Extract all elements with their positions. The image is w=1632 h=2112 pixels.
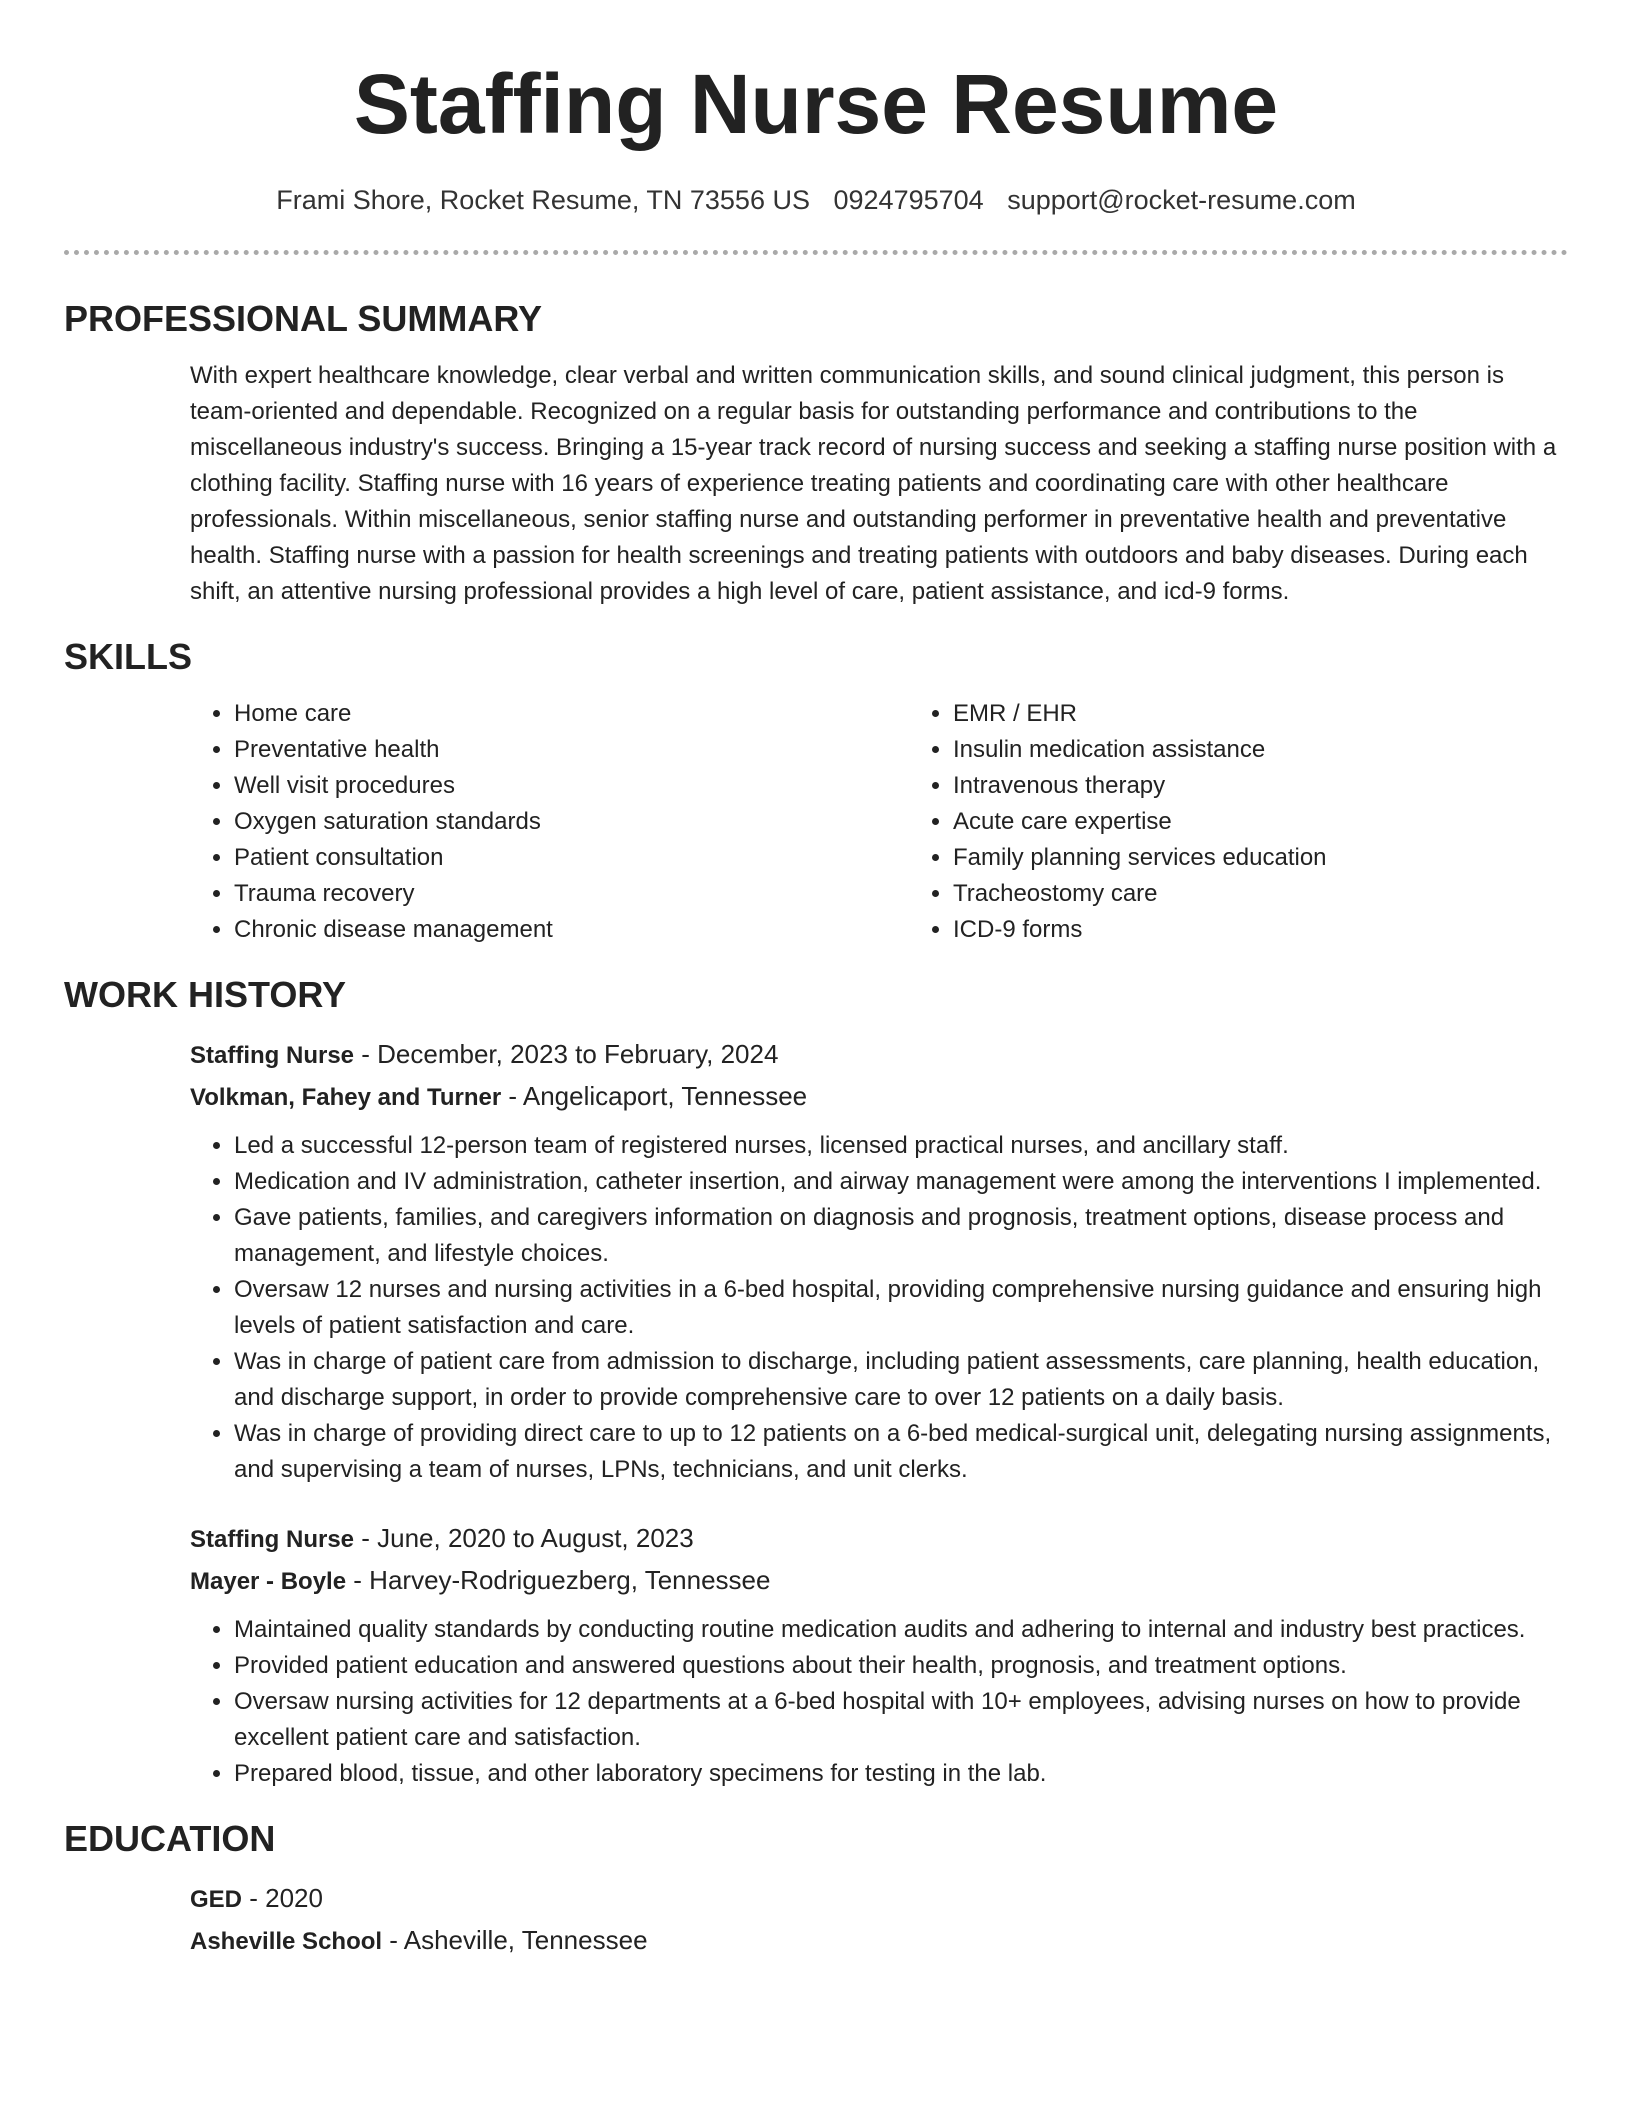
job-title-line: Staffing Nurse - December, 2023 to February, 2024 bbox=[190, 1039, 779, 1069]
skill-item: • ICD-9 forms bbox=[953, 912, 1568, 948]
job-dates: June, 2020 to August, 2023 bbox=[377, 1523, 694, 1553]
skill-item: • Tracheostomy care bbox=[953, 876, 1568, 912]
skills-heading: SKILLS bbox=[64, 636, 193, 677]
education-section bbox=[64, 1816, 1568, 1962]
job-dates: December, 2023 to February, 2024 bbox=[377, 1039, 779, 1069]
summary-text: With expert healthcare knowledge, clear verbal and written communication skills, and sound clinical judgment, this person is team-oriented and dependable. Recognized on a regular basis for outstanding performance and contributions to the miscellaneous industry's success. Bringing a 15-year track record of nursing success and seeking a staffing nurse position with a clothing facility. Staffing nurse with 16 years of experience treating patients and coordinating care with other healthcare professionals. Within miscellaneous, senior staffing nurse and outstanding performer in preventative health and preventative health. Staffing nurse with a passion for health screenings and treating patients with outdoors and baby diseases. During each shift, an attentive nursing professional provides a high level of care, patient assistance, and icd-9 forms. bbox=[190, 362, 1557, 605]
job-bullet: • Prepared blood, tissue, and other laboratory specimens for testing in the lab. bbox=[234, 1756, 1568, 1792]
skill-item: • Patient consultation bbox=[234, 840, 849, 876]
skill-item: • Intravenous therapy bbox=[953, 768, 1568, 804]
skill-item: • Insulin medication assistance bbox=[953, 732, 1568, 768]
job-company-line: Mayer - Boyle - Harvey-Rodriguezberg, Tennessee bbox=[190, 1565, 771, 1595]
job-location: Angelicaport, Tennessee bbox=[522, 1081, 808, 1111]
skills-list-right bbox=[909, 696, 1568, 948]
skill-item: • Chronic disease management bbox=[234, 912, 849, 948]
job-location: Harvey-Rodriguezberg, Tennessee bbox=[369, 1565, 771, 1595]
education-degree-line: GED - 2020 bbox=[190, 1883, 323, 1913]
work-heading: WORK HISTORY bbox=[64, 974, 347, 1015]
job-title: Staffing Nurse bbox=[190, 1042, 355, 1069]
education-body bbox=[190, 1878, 1568, 1962]
skill-item: • Acute care expertise bbox=[953, 804, 1568, 840]
job-company: Mayer - Boyle bbox=[190, 1568, 347, 1595]
job-entry bbox=[190, 1034, 1568, 1488]
skill-item: • Preventative health bbox=[234, 732, 849, 768]
job-bullet: • Oversaw 12 nurses and nursing activities in a 6-bed hospital, providing comprehensive nursing guidance and ensuring high levels of patient satisfaction and care. bbox=[234, 1272, 1568, 1344]
job-bullet: • Provided patient education and answered questions about their health, prognosis, and treatment options. bbox=[234, 1648, 1568, 1684]
skills-grid bbox=[190, 696, 1568, 948]
skill-item: • Well visit procedures bbox=[234, 768, 849, 804]
education-year: 2020 bbox=[265, 1883, 323, 1913]
summary-body bbox=[190, 358, 1568, 610]
work-section bbox=[64, 972, 1568, 1792]
education-school-line: Asheville School - Asheville, Tennessee bbox=[190, 1925, 648, 1955]
skill-item: • Home care bbox=[234, 696, 849, 732]
summary-section bbox=[64, 296, 1568, 610]
skills-section bbox=[64, 634, 1568, 948]
skill-item: • Oxygen saturation standards bbox=[234, 804, 849, 840]
education-location: Asheville, Tennessee bbox=[403, 1925, 648, 1955]
job-bullet: • Was in charge of patient care from admission to discharge, including patient assessments, care planning, health education, and discharge support, in order to provide comprehensive care to over 12 patients on a daily basis. bbox=[234, 1344, 1568, 1416]
job-bullet: • Led a successful 12-person team of registered nurses, licensed practical nurses, and ancillary staff. bbox=[234, 1128, 1568, 1164]
job-bullet: • Was in charge of providing direct care to up to 12 patients on a 6-bed medical-surgical unit, delegating nursing assignments, and supervising a team of nurses, LPNs, technicians, and unit clerks. bbox=[234, 1416, 1568, 1488]
skill-item: • Family planning services education bbox=[953, 840, 1568, 876]
education-heading: EDUCATION bbox=[64, 1818, 276, 1859]
summary-heading: PROFESSIONAL SUMMARY bbox=[64, 298, 543, 339]
education-degree: GED bbox=[190, 1886, 243, 1913]
job-company: Volkman, Fahey and Turner bbox=[190, 1084, 502, 1111]
contact-email: support@rocket-resume.com bbox=[1007, 185, 1356, 215]
job-entry bbox=[190, 1518, 1568, 1792]
contact-address: Frami Shore, Rocket Resume, TN 73556 US bbox=[276, 185, 810, 215]
job-bullet: • Oversaw nursing activities for 12 departments at a 6-bed hospital with 10+ employees, advising nurses on how to provide excellent patient care and satisfaction. bbox=[234, 1684, 1568, 1756]
work-body bbox=[190, 1034, 1568, 1792]
skills-list-left bbox=[190, 696, 849, 948]
job-bullet: • Medication and IV administration, catheter insertion, and airway management were among the interventions I implemented. bbox=[234, 1164, 1568, 1200]
job-bullet: • Maintained quality standards by conducting routine medication audits and adhering to internal and industry best practices. bbox=[234, 1612, 1568, 1648]
header-divider bbox=[64, 250, 1568, 255]
resume-title: Staffing Nurse Resume bbox=[353, 57, 1279, 151]
job-title: Staffing Nurse bbox=[190, 1526, 355, 1553]
skill-item: • EMR / EHR bbox=[953, 696, 1568, 732]
contact-line bbox=[64, 182, 1568, 218]
job-title-line: Staffing Nurse - June, 2020 to August, 2023 bbox=[190, 1523, 694, 1553]
job-bullets bbox=[190, 1128, 1568, 1488]
job-company-line: Volkman, Fahey and Turner - Angelicaport, Tennessee bbox=[190, 1081, 808, 1111]
job-bullets bbox=[190, 1612, 1568, 1792]
resume-content bbox=[64, 296, 1568, 1962]
skill-item: • Trauma recovery bbox=[234, 876, 849, 912]
job-bullet: • Gave patients, families, and caregivers information on diagnosis and prognosis, treatment options, disease process and management, and lifestyle choices. bbox=[234, 1200, 1568, 1272]
education-school: Asheville School bbox=[190, 1928, 383, 1955]
contact-phone: 0924795704 bbox=[833, 185, 984, 215]
